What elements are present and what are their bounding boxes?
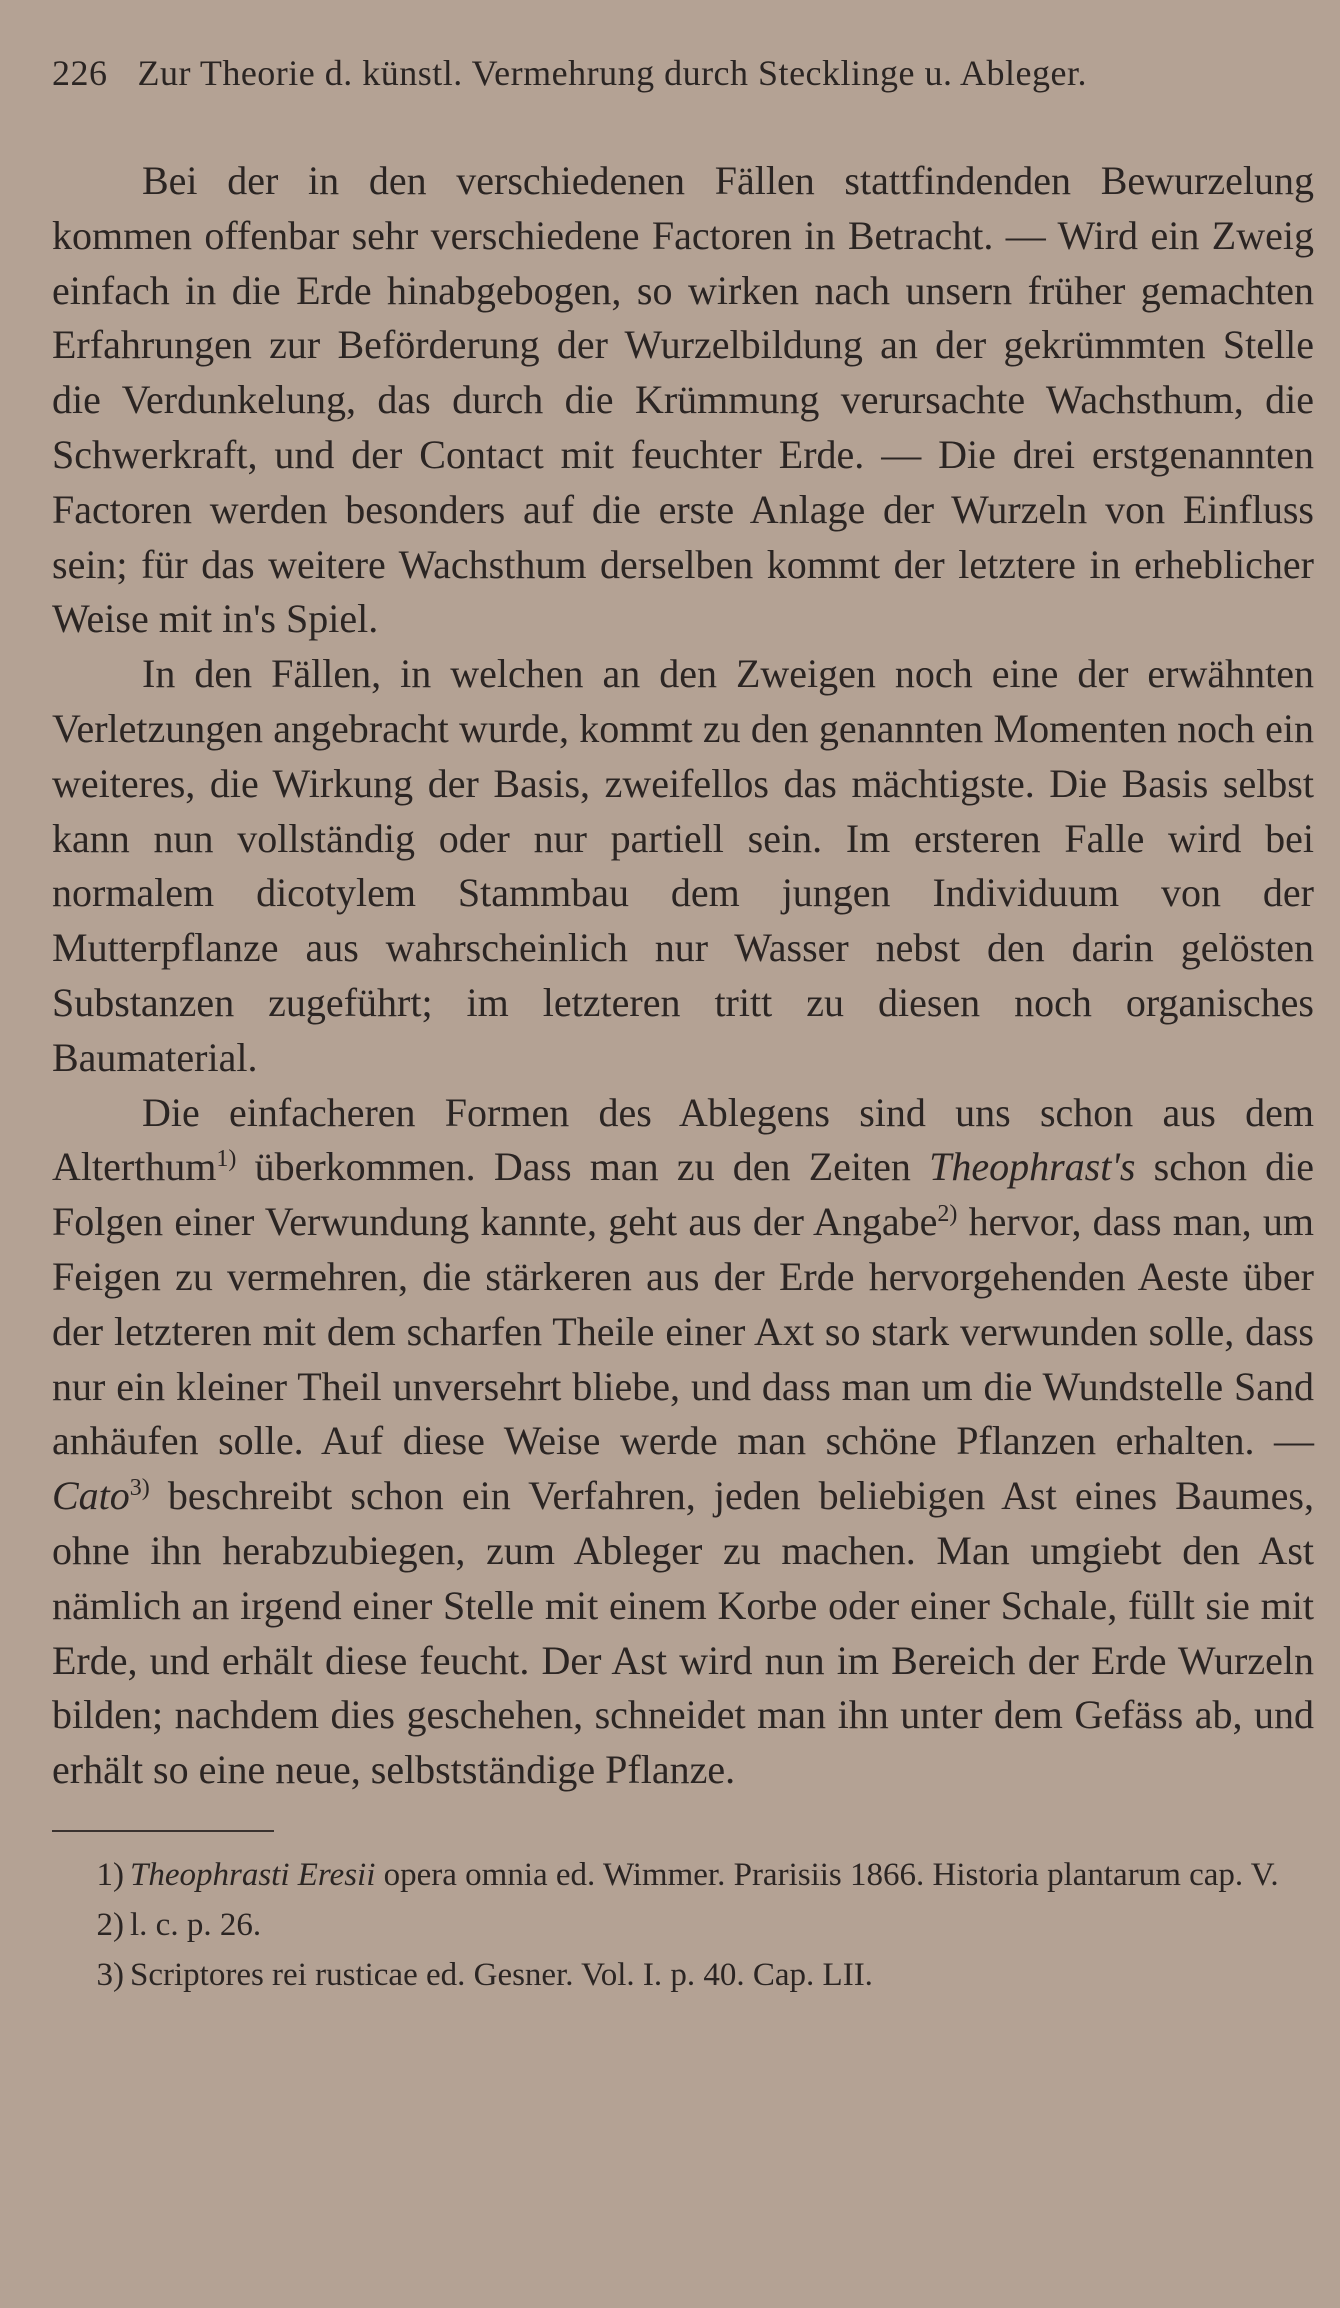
footnote-3	[52, 1950, 1314, 2000]
footnote-divider	[52, 1830, 274, 1832]
footnote-ref-2: 2)	[937, 1201, 958, 1228]
paragraph-3-text-e: beschreibt schon ein Verfahren, jeden beliebigen Ast eines Baumes, ohne ihn herabzubiegen, zum Ableger zu machen. Man umgiebt den Ast nämlich an irgend einer Stelle mit einem Korbe oder einer Schale, füllt sie mit Erde, und erhält diese feucht. Der Ast wird nun im Bereich der Erde Wurzeln bilden; nachdem dies geschehen, schneidet man ihn unter dem Gefäss ab, und erhält so eine neue, selbstständige Pflanze.	[52, 1473, 1314, 1793]
footnote-2-mark: 2)	[96, 1906, 124, 1943]
paragraph-3-text-a: Die einfacheren Formen des Ablegens sind uns schon aus dem Alterthum	[52, 1089, 1314, 1190]
running-header	[52, 52, 1314, 104]
footnotes	[52, 1850, 1314, 2000]
paragraph-2: In den Fällen, in welchen an den Zweigen noch eine der erwähnten Verletzungen angebracht wurde, kommt zu den genannten Momenten noch ein weiteres, die Wirkung der Basis, zweifellos das mächtigste. Die Basis selbst kann nun vollständig oder nur partiell sein. Im ersteren Falle wird bei normalem dicotylem Stammbau dem jungen Individuum von der Mutterpflanze aus wahrscheinlich nur Wasser nebst den darin gelösten Substanzen zugeführt; im letzteren tritt zu diesen noch organisches Baumaterial.	[52, 651, 1314, 1080]
footnote-1-mark: 1)	[96, 1856, 124, 1893]
footnote-ref-3: 3)	[129, 1475, 150, 1502]
page-number: 226	[52, 53, 108, 93]
footnote-3-mark: 3)	[96, 1956, 124, 1993]
footnote-1-text: opera omnia ed. Wimmer. Prarisiis 1866. Historia plantarum cap. V.	[375, 1856, 1279, 1893]
footnote-2	[52, 1900, 1314, 1950]
paragraph-1: Bei der in den verschiedenen Fällen stattfindenden Bewurzelung kommen offenbar sehr verschiedene Factoren in Betracht. — Wird ein Zweig einfach in die Erde hinabgebogen, so wirken nach unsern früher gemachten Erfahrungen zur Beförderung der Wurzelbildung an der gekrümmten Stelle die Verdunkelung, das durch die Krümmung verursachte Wachsthum, die Schwerkraft, und der Contact mit feuchter Erde. — Die drei erstgenannten Factoren werden besonders auf die erste Anlage der Wurzeln von Einfluss sein; für das weitere Wachsthum derselben kommt der letztere in erheblicher Weise mit in's Spiel.	[52, 158, 1314, 642]
body-text	[52, 154, 1314, 1798]
paragraph-3	[52, 1086, 1314, 1798]
running-title: Zur Theorie d. künstl. Vermehrung durch Stecklinge u. Ableger.	[137, 53, 1087, 93]
name-theophrast: Theophrast's	[929, 1144, 1136, 1190]
footnote-1	[52, 1850, 1314, 1900]
name-cato: Cato	[52, 1473, 130, 1519]
footnote-3-text: Scriptores rei rusticae ed. Gesner. Vol. I. p. 40. Cap. LII.	[130, 1956, 873, 1993]
paragraph-3-text-c: schon die Folgen einer Verwundung kannte, geht aus der Angabe	[52, 1144, 1315, 1245]
footnote-1-author: Theophrasti Eresii	[130, 1856, 376, 1893]
footnote-2-text: l. c. p. 26.	[130, 1906, 262, 1943]
paragraph-3-text-d: hervor, dass man, um Feigen zu vermehren, die stärkeren aus der Erde hervorgehenden Aeste über der letzteren mit dem scharfen Theile einer Axt so stark verwunden solle, dass nur ein kleiner Theil unversehrt bliebe, und dass man um die Wundstelle Sand anhäufen solle. Auf diese Weise werde man schöne Pflanzen erhalten. —	[52, 1199, 1314, 1464]
paragraph-3-text-b: überkommen. Dass man zu den Zeiten	[236, 1144, 930, 1190]
footnote-ref-1: 1)	[216, 1146, 237, 1173]
